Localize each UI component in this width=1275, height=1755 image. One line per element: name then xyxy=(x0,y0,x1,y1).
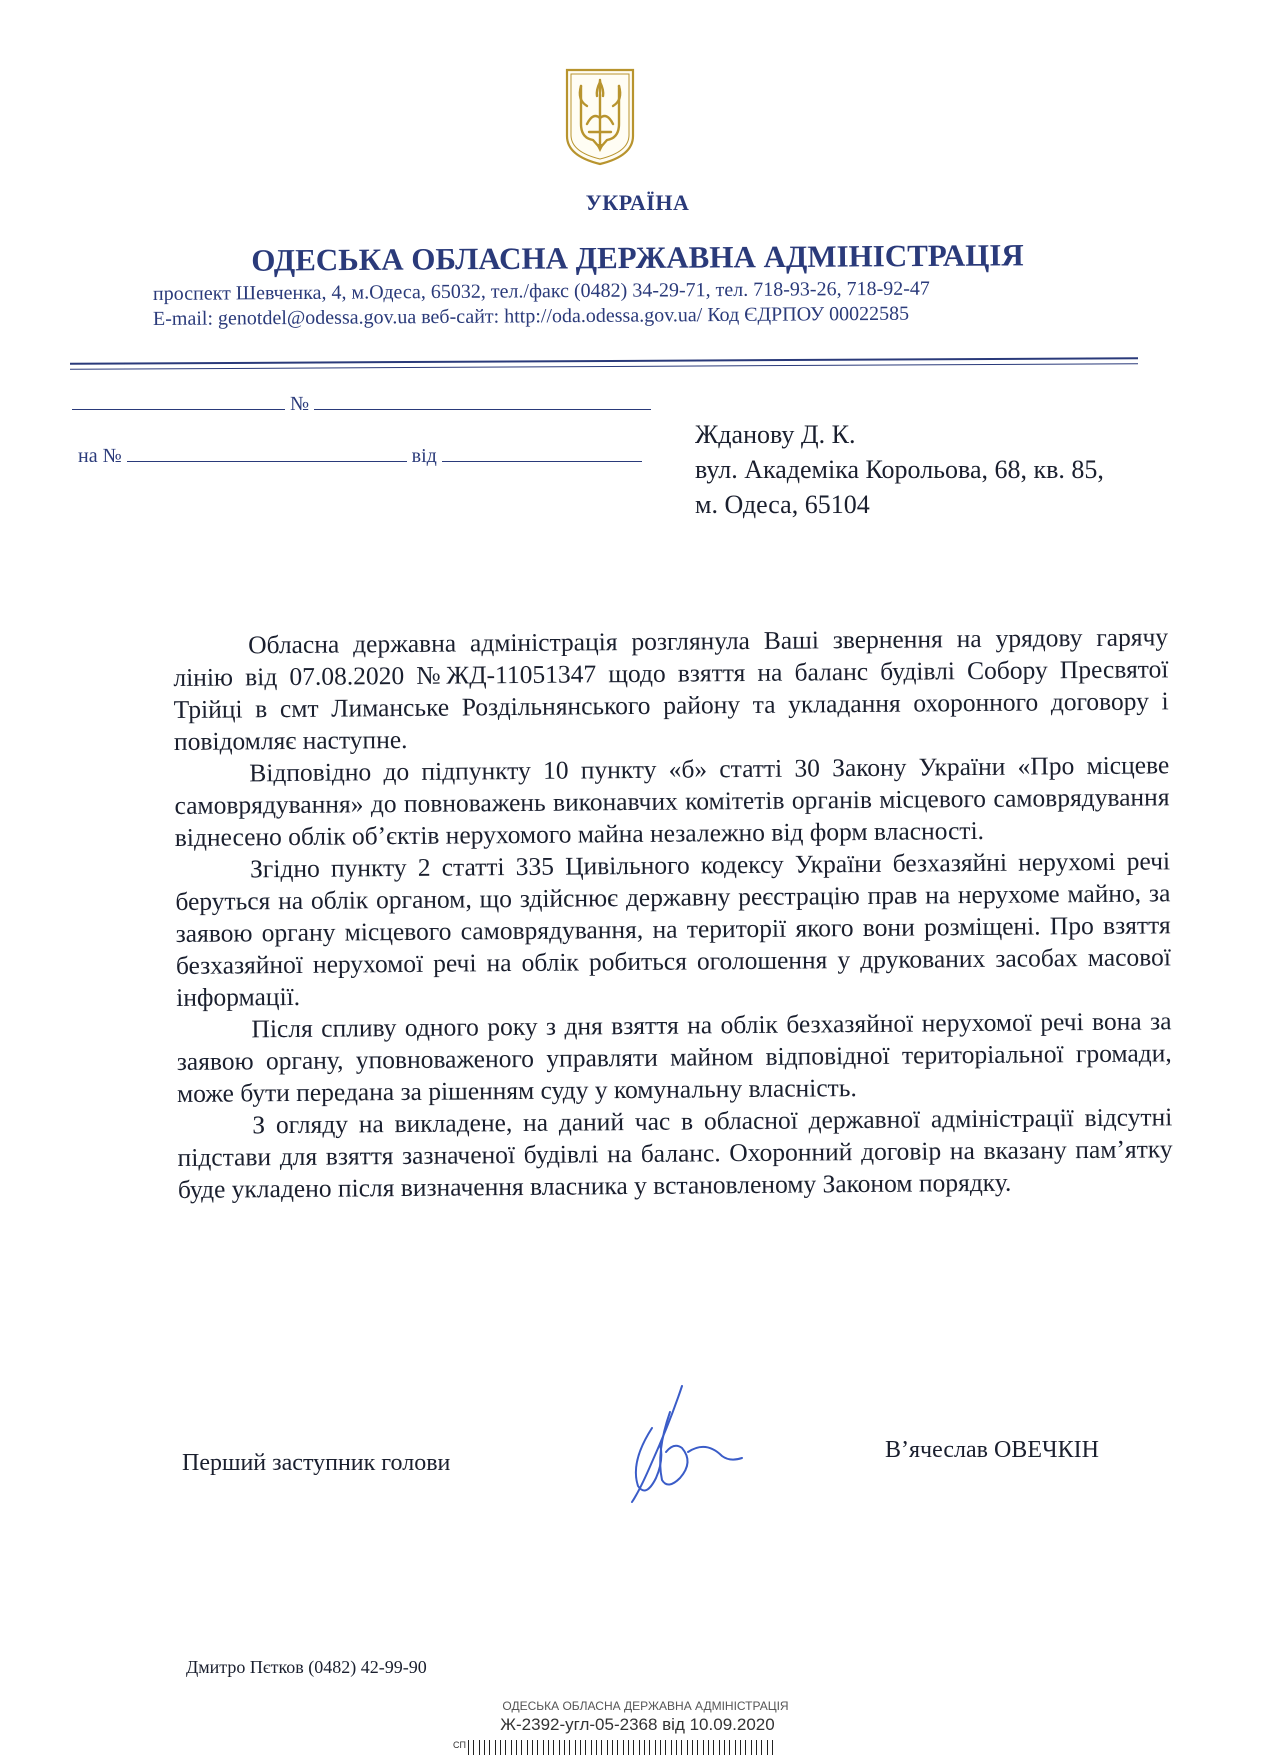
reply-to-date-blank xyxy=(442,443,642,462)
letterhead-rule-thin xyxy=(70,363,1138,370)
registration-stamp-number: Ж-2392-угл-05-2368 від 10.09.2020 xyxy=(500,1715,775,1734)
registration-stamp-mark: СП xyxy=(453,1740,466,1750)
reply-to-number-blank xyxy=(127,443,407,462)
reply-to-label: на № xyxy=(78,445,122,467)
registration-stamp-organization: ОДЕСЬКА ОБЛАСНА ДЕРЖАВНА АДМІНІСТРАЦІЯ xyxy=(502,1699,789,1713)
organization-title: ОДЕСЬКА ОБЛАСНА ДЕРЖАВНА АДМІНІСТРАЦІЯ xyxy=(251,237,1024,278)
contact-address-line: проспект Шевченка, 4, м.Одеса, 65032, тел./факс (0482) 34-29-71, тел. 718-93-26, 718-92-47 xyxy=(152,277,930,305)
letter-body xyxy=(173,621,1173,1206)
body-paragraph: Відповідно до підпункту 10 пункту «б» статті 30 Закону України «Про місцеве самоврядування» до повноважень виконавчих комітетів органів місцевого самоврядування віднесено облік об’єктів нерухомого майна незалежно від форм власності. xyxy=(174,750,1170,852)
signer-name: В’ячеслав ОВЕЧКІН xyxy=(885,1437,1099,1463)
recipient-block xyxy=(695,417,1104,522)
outgoing-number-blank xyxy=(314,391,651,410)
body-paragraph: Згідно пункту 2 статті 335 Цивільного кодексу України безхазяйні нерухомі речі беруться на облік органом, що здійснює державну реєстрацію прав на нерухоме майно, за заявою органу місцевого самоврядування, на території якого вони розміщені. Про взяття безхазяйної нерухомої речі на облік робиться оголошення у друкованих засобах масової інформації. xyxy=(175,846,1172,1012)
handwritten-signature xyxy=(610,1382,760,1512)
body-paragraph: Після спливу одного року з дня взяття на облік безхазяйної нерухомої речі вона за заявою органу, уповноваженого управляти майном відповідної територіальної громади, може бути передана за рішенням суду у комунальну власність. xyxy=(176,1006,1172,1108)
contact-web-line: E-mail: genotdel@odessa.gov.ua веб-сайт: http://oda.odessa.gov.ua/ Код ЄДРПОУ 00022585 xyxy=(152,302,910,330)
barcode xyxy=(468,1740,773,1755)
date-label: від xyxy=(411,445,437,467)
recipient-city: м. Одеса, 65104 xyxy=(695,490,870,519)
number-label: № xyxy=(290,393,310,415)
signer-position: Перший заступник голови xyxy=(182,1450,451,1476)
recipient-street: вул. Академіка Корольова, 68, кв. 85, xyxy=(695,455,1104,484)
outgoing-number-field xyxy=(72,391,651,416)
trident-coat-of-arms-icon xyxy=(563,66,637,168)
recipient-name: Жданову Д. К. xyxy=(695,420,856,449)
outgoing-date-blank xyxy=(72,391,285,410)
executor-contact: Дмитро Пєтков (0482) 42-99-90 xyxy=(186,1657,427,1677)
reply-to-field xyxy=(78,443,642,468)
country-title: УКРАЇНА xyxy=(585,190,690,215)
body-paragraph: Обласна державна адміністрація розглянула Ваші звернення на урядову гарячу лінію від 07.08.2020 №ЖД-11051347 щодо взяття на баланс будівлі Собору Пресвятої Трійці в смт Лиманське Роздільнянського району та укладання охоронного договору і повідомляє наступне. xyxy=(173,622,1169,756)
body-paragraph: З огляду на викладене, на даний час в обласної державної адміністрації відсутні підстави для взяття зазначеної будівлі на баланс. Охоронний договір на вказану пам’ятку буде укладено після визначення власника у встановленому Законом порядку. xyxy=(177,1102,1173,1204)
